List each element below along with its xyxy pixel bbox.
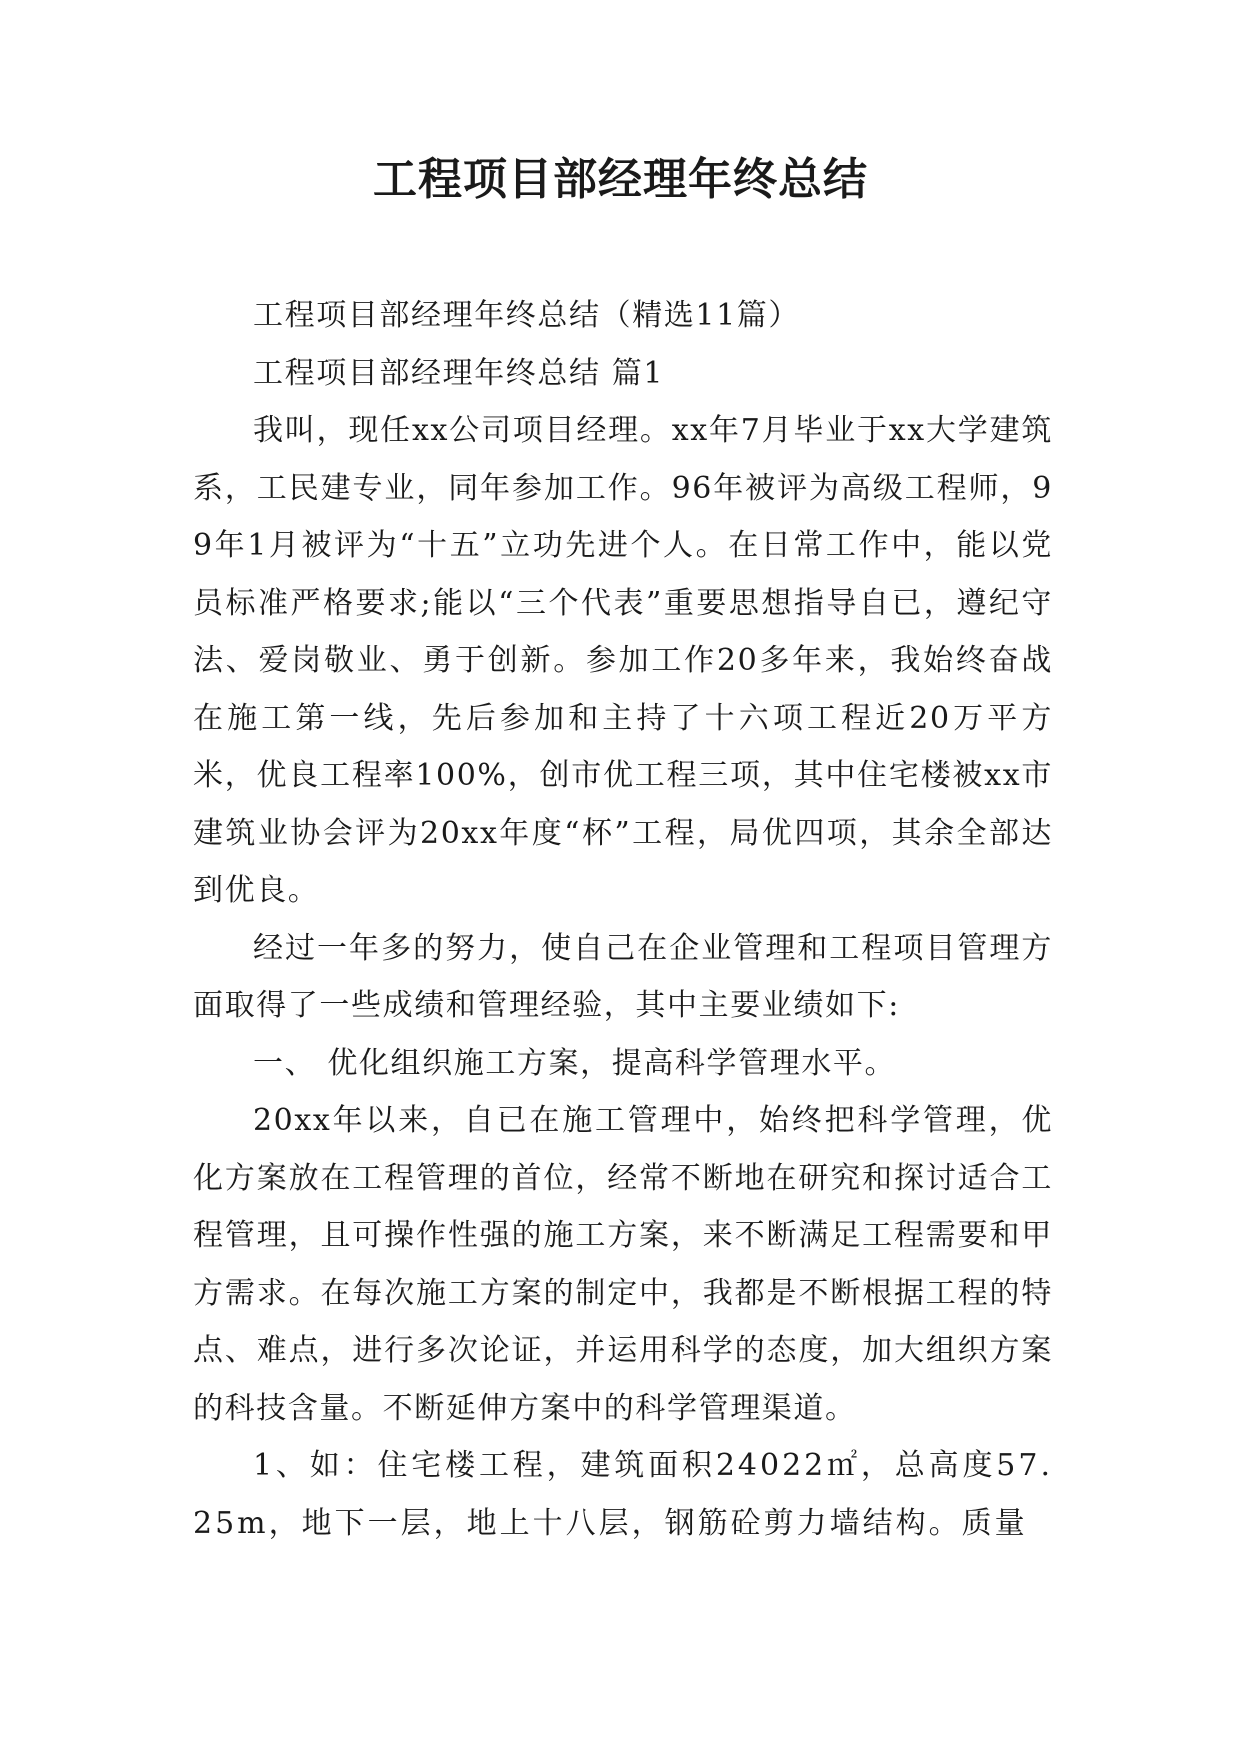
body-paragraph: 20xx年以来，自已在施工管理中，始终把科学管理，优化方案放在工程管理的首位，经常不断地在研究和探讨适合工程管理，且可操作性强的施工方案，来不断满足工程需要和甲方需求。在每次施工方案的制定中，我都是不断根据工程的特点、难点，进行多次论证，并运用科学的态度，加大组织方案的科技含量。不断延伸方案中的科学管理渠道。	[193, 1103, 1053, 1426]
collection-subtitle: 工程项目部经理年终总结（精选11篇）	[253, 298, 800, 333]
body-paragraph: 我叫，现任xx公司项目经理。xx年7月毕业于xx大学建筑系，工民建专业，同年参加工作。96年被评为高级工程师，99年1月被评为“十五”立功先进个人。在日常工作中，能以党员标准严格要求;能以“三个代表”重要思想指导自已，遵纪守法、爱岗敬业、勇于创新。参加工作20多年来，我始终奋战在施工第一线，先后参加和主持了十六项工程近20万平方米，优良工程率100%，创市优工程三项，其中住宅楼被xx市建筑业协会评为20xx年度“杯”工程，局优四项，其余全部达到优良。	[193, 413, 1053, 908]
numbered-heading: 一、 优化组织施工方案，提高科学管理水平。	[253, 1045, 897, 1081]
document-body	[193, 287, 1053, 1552]
body-paragraph: 1、如：住宅楼工程，建筑面积24022㎡，总高度57.25m，地下一层，地上十八层，钢筋砼剪力墙结构。质量	[193, 1448, 1053, 1541]
document-title: 工程项目部经理年终总结	[373, 154, 868, 205]
body-paragraph: 经过一年多的努力，使自己在企业管理和工程项目管理方面取得了一些成绩和管理经验，其中主要业绩如下:	[193, 930, 1053, 1023]
section-heading: 工程项目部经理年终总结 篇1	[253, 355, 665, 391]
